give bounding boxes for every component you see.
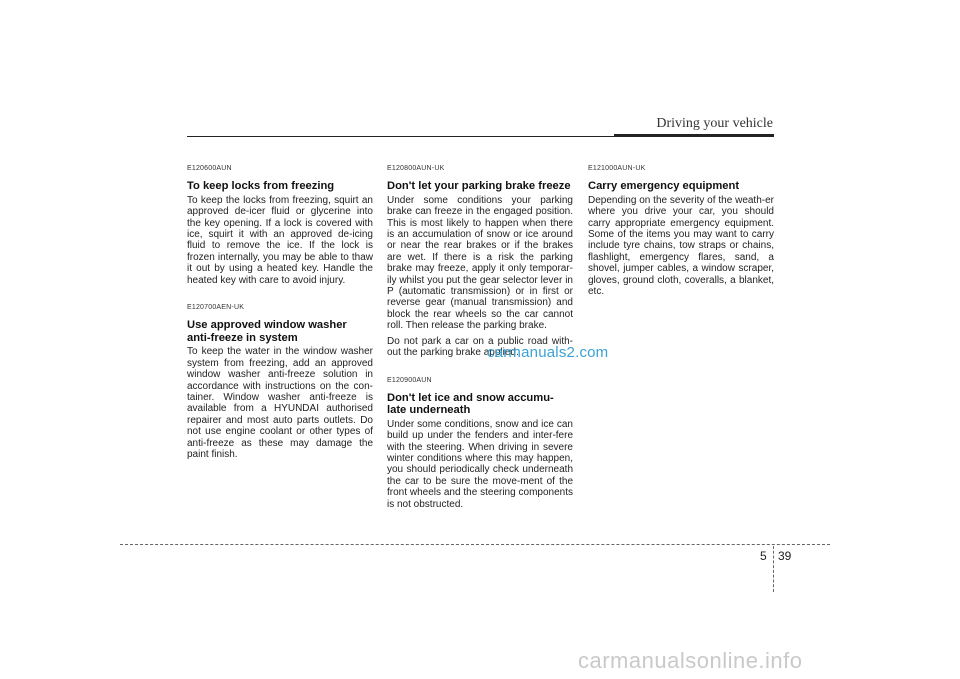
column-1 — [187, 163, 373, 476]
header-rule-accent — [614, 134, 774, 137]
section-paragraph: To keep the water in the window washer system from freezing, add an approved window washer anti-freeze solution in accordance with instructions on the con-tainer. Window washer anti-freeze is available from a HYUNDAI authorised repairer and most auto parts outlets. Do not use engine coolant or other types of anti-freeze as these may damage the paint finish. — [187, 346, 373, 460]
section-paragraph: Depending on the severity of the weath-er where you drive your car, you should carry appropriate emergency equipment. Some of the items you may want to carry include tyre chains, tow straps or chains, flashlight, emergency flares, sand, a shovel, jumper cables, a window scraper, gloves, ground cloth, coveralls, a blanket, etc. — [588, 194, 774, 298]
page-number: 39 — [778, 549, 792, 563]
section-paragraph: Under some conditions your parking brake can freeze in the engaged position. This is most likely to happen when there is an accumulation of snow or ice around or near the rear brakes or if the brakes are wet. If there is a risk the parking brake may freeze, apply it only temporar-ily whilst you put the gear selector lever in P (automatic transmission) or in first or reverse gear (manual transmission) and block the rear wheels so the car cannot roll. Then release the parking brake. — [387, 194, 573, 332]
section-code: E121000AUN-UK — [588, 165, 646, 172]
section-heading: Don't let ice and snow accumu-late underneath — [387, 391, 554, 417]
site-footer-watermark[interactable]: carmanualsonline.info — [578, 648, 803, 673]
section-heading: Use approved window washer anti-freeze in system — [187, 319, 347, 344]
section-heading: To keep locks from freezing — [187, 180, 335, 193]
section-ice-snow — [387, 375, 573, 510]
page-number-divider — [773, 546, 774, 592]
chapter-number: 5 — [760, 549, 767, 563]
section-code: E120700AEN-UK — [187, 304, 245, 312]
column-3 — [588, 163, 774, 313]
section-parking-brake — [387, 163, 573, 359]
section-heading: Don't let your parking brake freeze — [387, 180, 571, 193]
section-emergency-equipment — [588, 163, 774, 297]
section-paragraph: Under some conditions, snow and ice can build up under the fenders and inter-fere with the steering. When driving in severe winter conditions where this may happen, you should periodically check underneath the car to be sure the move-ment of the front wheels and the steering components is not obstructed. — [387, 418, 573, 510]
section-washer-antifreeze — [187, 302, 373, 460]
watermark-link[interactable]: carmanuals2.com — [487, 344, 609, 361]
section-code: E120600AUN — [187, 165, 232, 172]
section-paragraph: Do not park a car on a public road with-out the parking brake applied. — [387, 335, 573, 359]
section-code: E120800AUN-UK — [387, 165, 445, 172]
section-lock-freezing — [187, 163, 373, 286]
section-paragraph: To keep the locks from freezing, squirt an approved de-icer fluid or glycerine into the key opening. If a lock is covered with ice, squirt it with an approved de-icing fluid to remove the ice. If the lock is frozen internally, you may be able to thaw it out by using a heated key. Handle the heated key with care to avoid injury. — [187, 194, 373, 286]
footer-rule — [120, 544, 830, 545]
section-heading: Carry emergency equipment — [588, 180, 740, 193]
header-title: Driving your vehicle — [656, 116, 773, 131]
section-code: E120900AUN — [387, 376, 432, 384]
